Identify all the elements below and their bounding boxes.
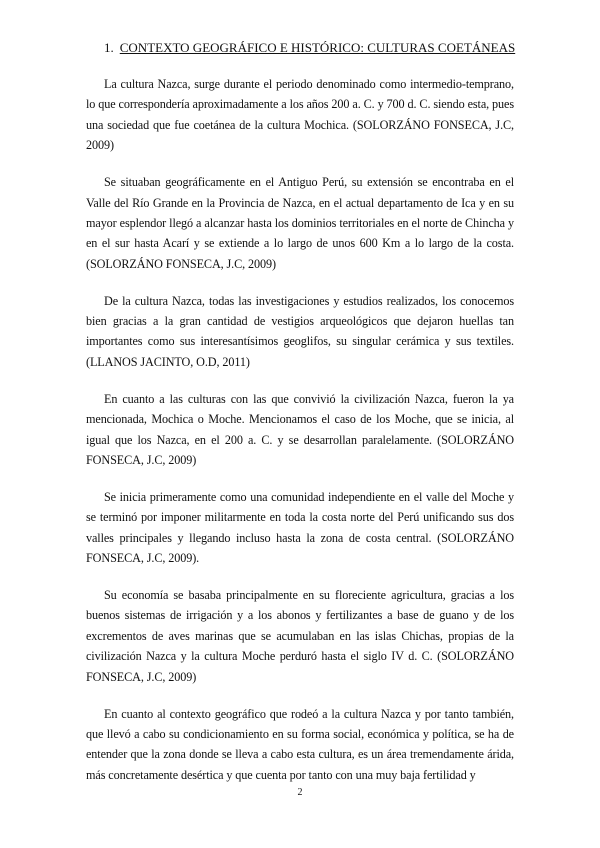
page-number: 2 (297, 787, 303, 798)
paragraph: Su economía se basaba principalmente en su floreciente agricultura, gracias a los buenos sistemas de irrigación y a los abonos y fertilizantes a base de guano y de los excrementos de aves marinas que se acumulaban en las islas Chichas, propias de la civilización Nazca y la cultura Moche perduró hasta el siglo IV d. C. (SOLORZÁNO FONSECA, J.C, 2009) (86, 588, 514, 684)
body-text (86, 74, 514, 802)
paragraph: Se situaban geográficamente en el Antiguo Perú, su extensión se encontraba en el Valle del Río Grande en la Provincia de Nazca, en el actual departamento de Ica y en su mayor esplendor llegó a alcanzar hasta los dominios territoriales en el norte de Chincha y en el sur hasta Acarí y se extiende a lo largo de unos 600 Km a lo largo de la costa. (SOLORZÁNO FONSECA, J.C, 2009) (86, 175, 514, 271)
paragraph: En cuanto al contexto geográfico que rodeó a la cultura Nazca y por tanto también, que llevó a cabo su condicionamiento en su forma social, económica y política, se ha de entender que la zona donde se lleva a cabo esta cultura, es un área tremendamente árida, más concretamente desértica y que cuenta por tanto con una muy baja fertilidad y (86, 706, 514, 782)
paragraph: En cuanto a las culturas con las que convivió la civilización Nazca, fueron la ya mencionada, Mochica o Moche. Mencionamos el caso de los Moche, que se inicia, al igual que los Nazca, en el 200 a. C. y se desarrollan paralelamente. (SOLORZÁNO FONSECA, J.C, 2009) (86, 391, 514, 467)
paragraph: La cultura Nazca, surge durante el periodo denominado como intermedio-temprano, lo que correspondería aproximadamente a los años 200 a. C. y 700 d. C. siendo esta, pues una sociedad que fue coetánea de la cultura Mochica. (SOLORZÁNO FONSECA, J.C, 2009) (86, 77, 514, 153)
paragraph: De la cultura Nazca, todas las investigaciones y estudios realizados, los conocemos bien gracias a la gran cantidad de vestigios arqueológicos que dejaron huellas tan importantes como sus interesantísimos geoglifos, su singular cerámica y sus textiles. (LLANOS JACINTO, O.D, 2011) (86, 293, 514, 369)
paragraph: Se inicia primeramente como una comunidad independiente en el valle del Moche y se terminó por imponer militarmente en toda la costa norte del Perú unificando sus dos valles principales y llegando incluso hasta la zona de costa central. (SOLORZÁNO FONSECA, J.C, 2009). (86, 489, 514, 566)
section-title: CONTEXTO GEOGRÁFICO E HISTÓRICO: CULTURAS COETÁNEAS (119, 40, 516, 55)
section-heading (104, 40, 524, 56)
section-number: 1. (104, 40, 114, 55)
